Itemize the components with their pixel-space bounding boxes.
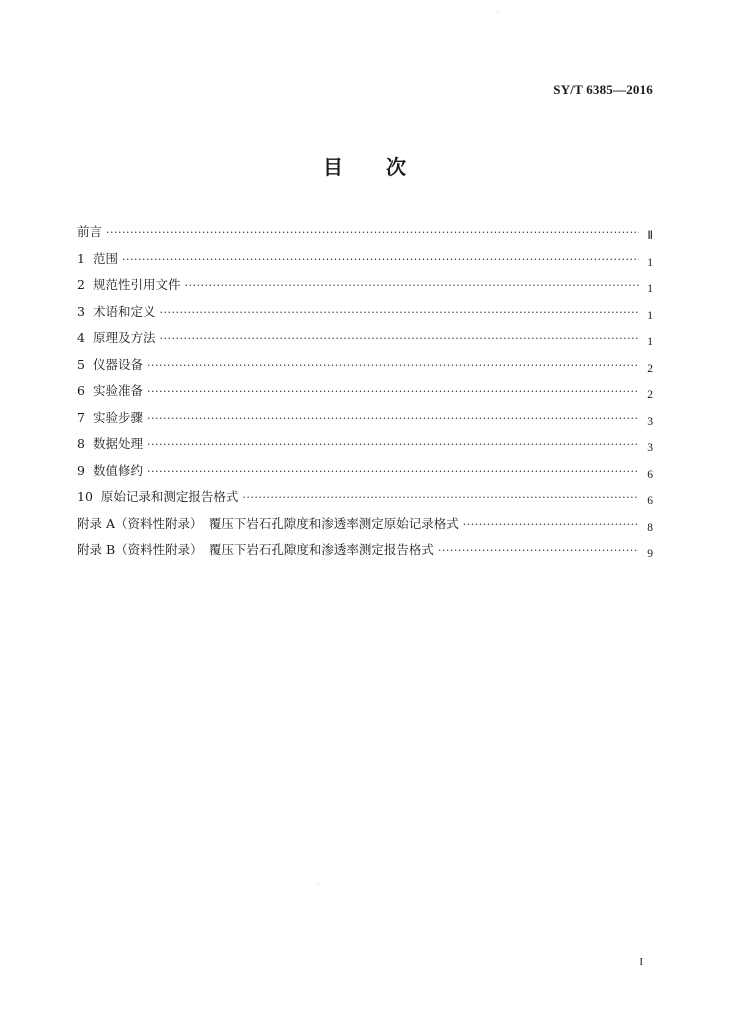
- toc-entry-page: 2: [647, 389, 653, 401]
- toc-entry-foreword[interactable]: [77, 219, 653, 246]
- toc-leader-dots: [106, 220, 639, 247]
- toc-entry-7[interactable]: [77, 405, 653, 432]
- toc-entry-5[interactable]: [77, 352, 653, 379]
- toc-entry-label: 原始记录和测定报告格式: [100, 489, 239, 504]
- toc-entry-page: 9: [647, 548, 653, 560]
- toc-entry-4[interactable]: [77, 325, 653, 352]
- toc-entry-label: 原理及方法: [92, 330, 156, 345]
- toc-leader-dots: [147, 432, 639, 459]
- toc-entry-appendix-a[interactable]: [77, 511, 653, 538]
- toc-entry-label: 数值修约: [92, 462, 143, 478]
- toc-entry-number: 附录 B: [77, 542, 116, 557]
- toc-entry-number: 3: [77, 303, 85, 319]
- toc-leader-dots: [147, 459, 639, 486]
- toc-entry-3[interactable]: [77, 299, 653, 326]
- toc-leader-dots: [122, 247, 639, 274]
- toc-entry-number: 8: [77, 436, 85, 451]
- toc-entry-page: Ⅱ: [647, 230, 653, 242]
- toc-entry-page: 1: [647, 309, 653, 322]
- toc-entry-number: 附录 A: [77, 515, 116, 531]
- toc-entry-page: 3: [647, 442, 653, 454]
- toc-entry-label: 实验准备: [92, 383, 143, 398]
- toc-entry-page: 8: [647, 521, 653, 534]
- toc-entry-10[interactable]: [77, 484, 653, 511]
- page-number: I: [639, 956, 643, 968]
- toc-entry-8[interactable]: [77, 431, 653, 458]
- scan-speck: [497, 12, 498, 13]
- toc-entry-page: 2: [647, 362, 653, 375]
- toc-entry-number: 4: [77, 330, 85, 345]
- toc-entry-label: （资料性附录） 覆压下岩石孔隙度和渗透率测定报告格式: [115, 542, 434, 557]
- toc-entry-page: 1: [647, 283, 653, 295]
- toc-entry-label: 数据处理: [92, 436, 143, 451]
- toc-entry-number: 6: [77, 383, 85, 398]
- toc-title-char: 目: [323, 155, 344, 179]
- toc-entry-6[interactable]: [77, 378, 653, 405]
- toc-leader-dots: [159, 300, 639, 327]
- toc-entry-label: 术语和定义: [92, 303, 156, 319]
- toc-entry-page: 6: [647, 495, 653, 507]
- toc-entry-2[interactable]: [77, 272, 653, 299]
- toc-leader-dots: [159, 326, 639, 353]
- toc-entry-label: 前言: [77, 224, 103, 239]
- toc-title: [0, 151, 729, 180]
- standard-code: SY/T 6385—2016: [553, 82, 653, 97]
- toc-entry-number: 2: [77, 277, 85, 292]
- toc-entry-label: 仪器设备: [92, 356, 143, 372]
- toc-entry-label: 范围: [92, 250, 118, 266]
- toc-entry-number: 9: [77, 462, 85, 478]
- toc-entry-page: 6: [647, 468, 653, 481]
- toc-leader-dots: [147, 353, 639, 380]
- scan-speck: [318, 883, 319, 884]
- toc-entry-number: 10: [77, 489, 93, 504]
- toc-leader-dots: [463, 512, 639, 539]
- toc-entry-1[interactable]: [77, 246, 653, 273]
- toc-entry-number: 1: [77, 250, 85, 266]
- toc-leader-dots: [242, 485, 639, 512]
- toc-leader-dots: [147, 379, 639, 406]
- toc-leader-dots: [184, 273, 639, 300]
- toc-entry-appendix-b[interactable]: [77, 537, 653, 564]
- toc-entry-label: （资料性附录） 覆压下岩石孔隙度和渗透率测定原始记录格式: [115, 515, 459, 531]
- toc-entry-number: 5: [77, 356, 85, 372]
- toc-entry-page: 3: [647, 415, 653, 428]
- toc-entry-label: 实验步骤: [92, 409, 143, 425]
- toc-title-char: 次: [385, 155, 406, 179]
- table-of-contents: [77, 219, 653, 564]
- toc-leader-dots: [438, 538, 639, 565]
- toc-entry-9[interactable]: [77, 458, 653, 485]
- toc-entry-number: 7: [77, 409, 85, 425]
- toc-entry-page: 1: [647, 336, 653, 348]
- toc-entry-page: 1: [647, 256, 653, 269]
- toc-leader-dots: [147, 406, 639, 433]
- toc-entry-label: 规范性引用文件: [92, 277, 181, 292]
